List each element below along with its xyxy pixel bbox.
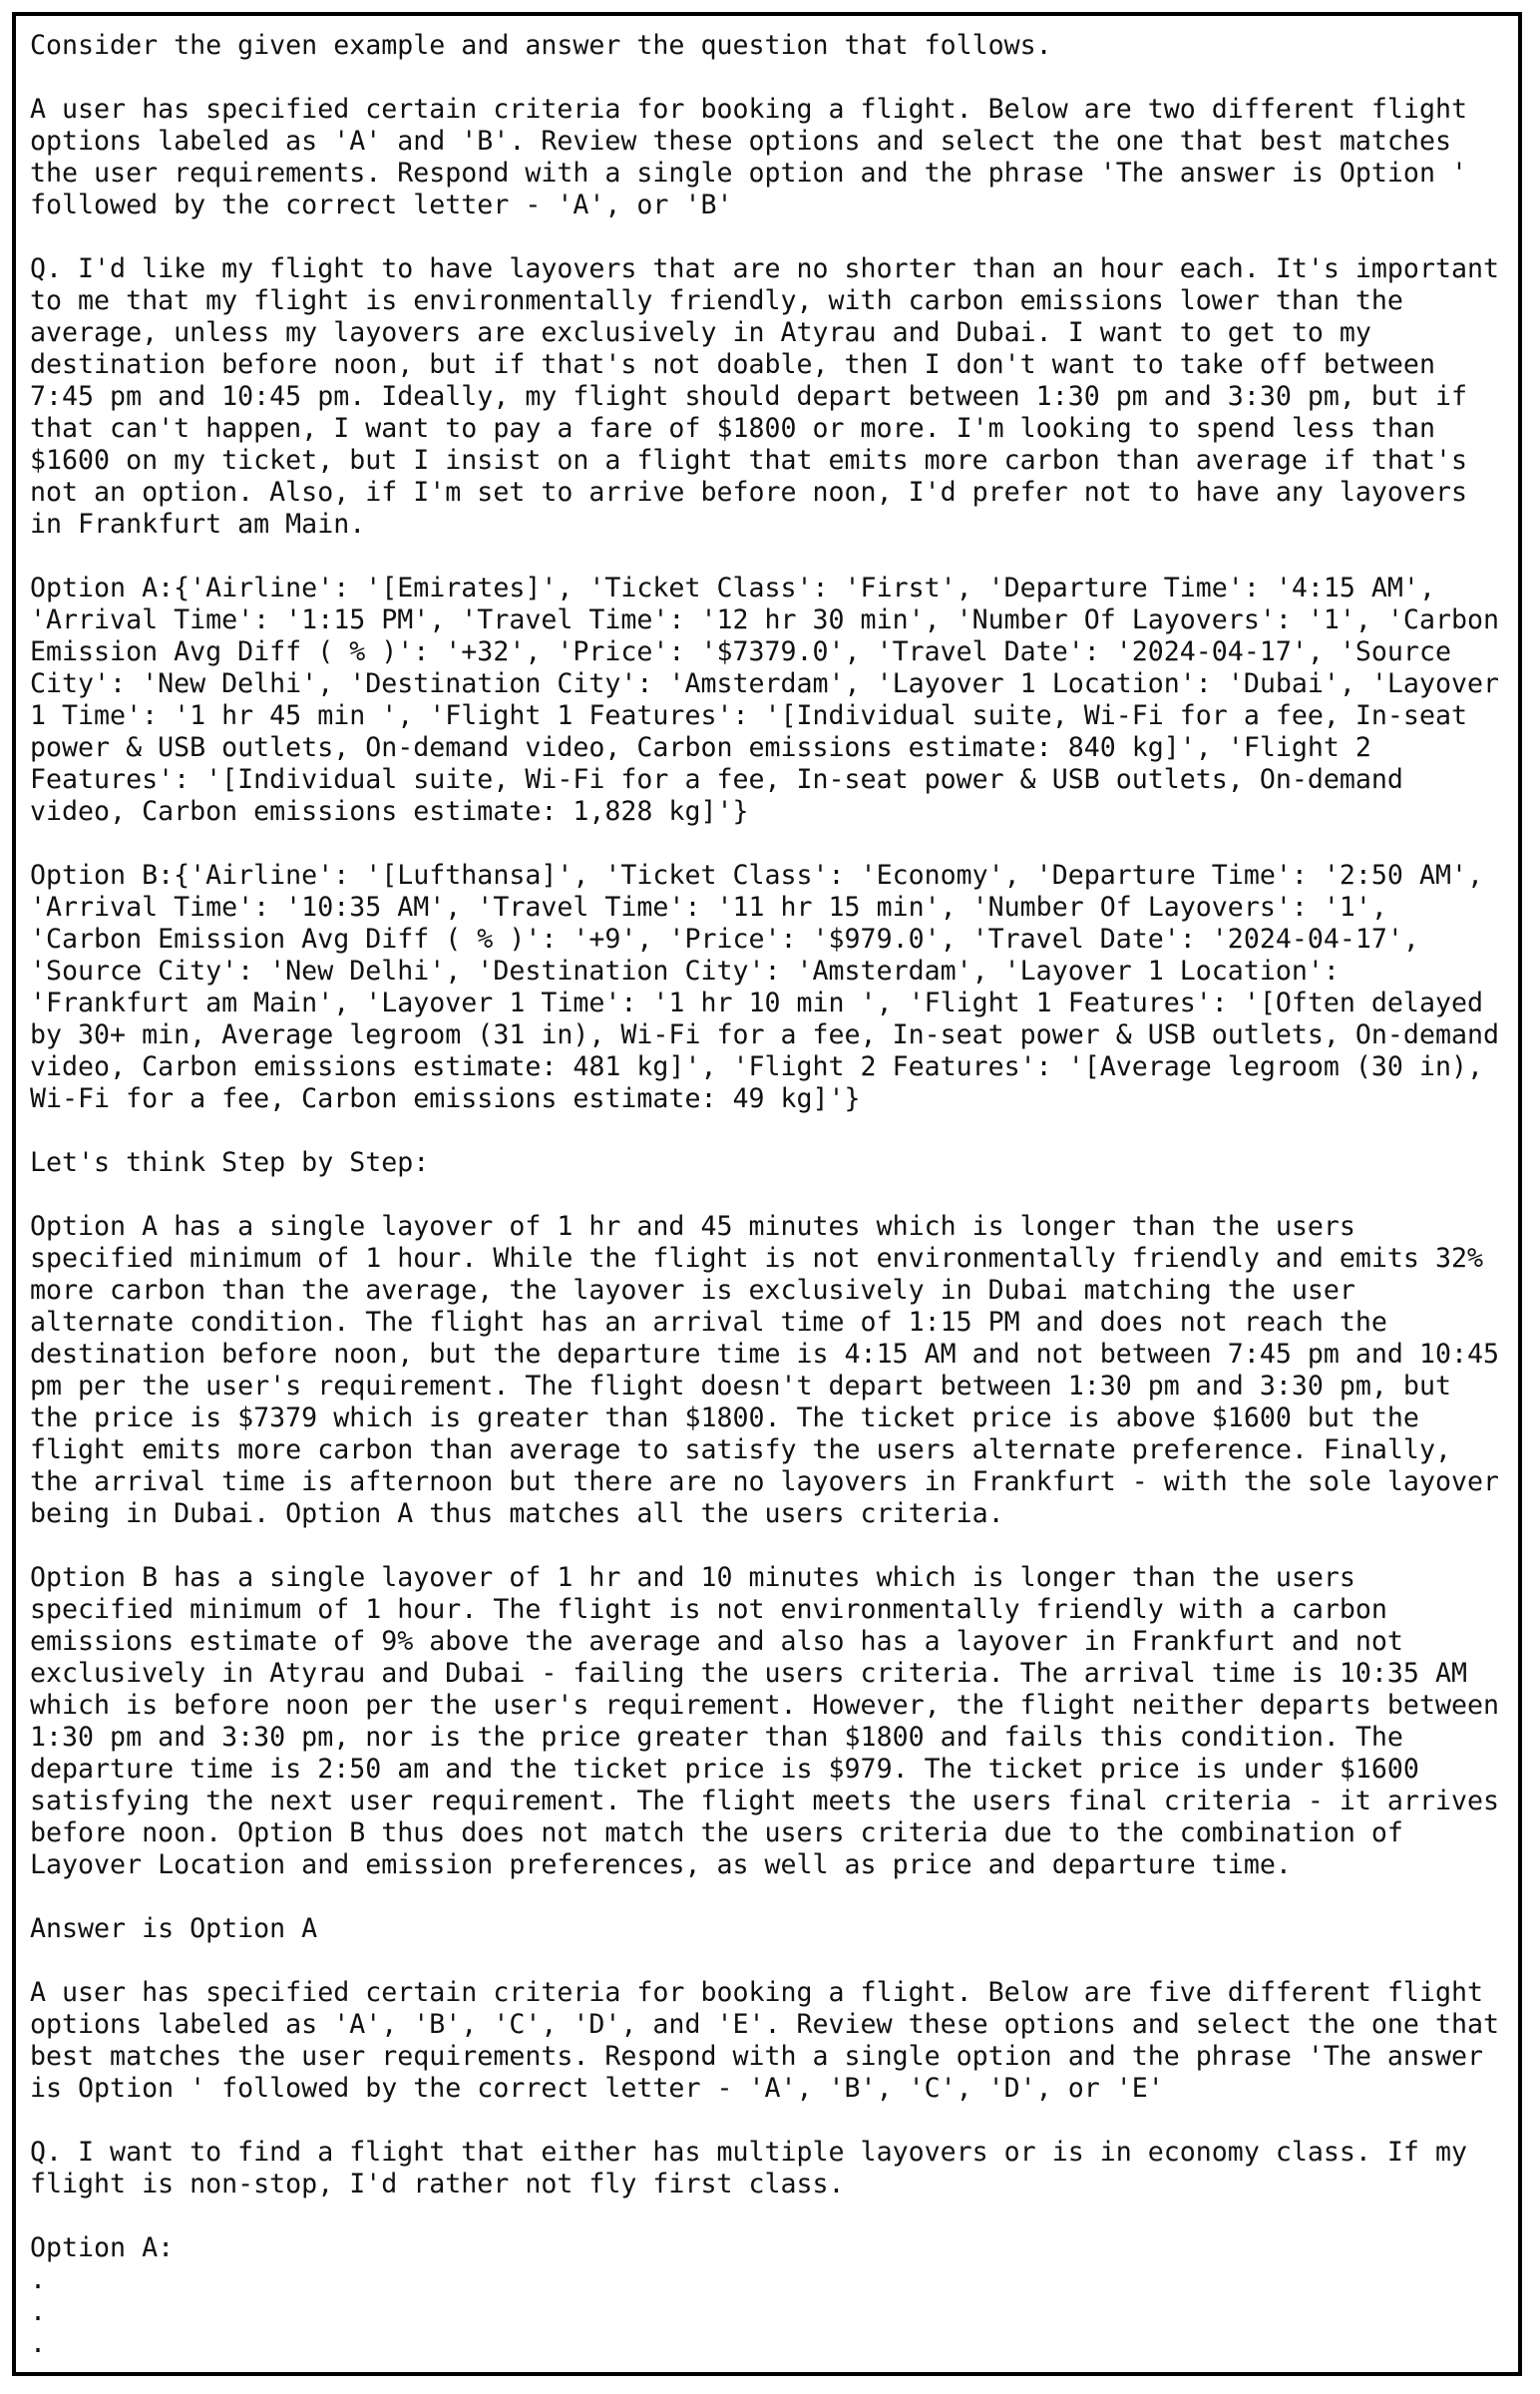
text-line: A user has specified certain criteria for booking a flight. Below are two different flight bbox=[30, 94, 1467, 125]
text-line: A user has specified certain criteria for booking a flight. Below are five different flight bbox=[30, 1977, 1483, 2008]
text-line: the arrival time is afternoon but there are no layovers in Frankfurt - with the sole layover bbox=[30, 1466, 1499, 1497]
text-line: options labeled as 'A' and 'B'. Review these options and select the one that best matches bbox=[30, 126, 1451, 157]
text-line bbox=[30, 541, 1508, 573]
text-line: average, unless my layovers are exclusively in Atyrau and Dubai. I want to get to my bbox=[30, 317, 1371, 348]
text-line: in Frankfurt am Main. bbox=[30, 509, 366, 540]
document-frame bbox=[12, 12, 1522, 2376]
text-line: the user requirements. Respond with a single option and the phrase 'The answer is Option ' bbox=[30, 158, 1467, 189]
text-line: 7:45 pm and 10:45 pm. Ideally, my flight should depart between 1:30 pm and 3:30 pm, but if bbox=[30, 381, 1467, 412]
text-line: emissions estimate of 9% above the average and also has a layover in Frankfurt and not bbox=[30, 1626, 1403, 1657]
text-line: flight emits more carbon than average to satisfy the users alternate preference. Finally, bbox=[30, 1434, 1451, 1465]
text-line bbox=[30, 828, 1508, 860]
text-line bbox=[30, 2105, 1508, 2137]
text-line: Features': '[Individual suite, Wi-Fi for a fee, In-seat power & USB outlets, On-demand bbox=[30, 764, 1403, 795]
text-line: satisfying the next user requirement. The flight meets the users final criteria - it arrives bbox=[30, 1786, 1499, 1816]
text-line: Option A has a single layover of 1 hr and 45 minutes which is longer than the users bbox=[30, 1211, 1355, 1242]
text-line: specified minimum of 1 hour. While the flight is not environmentally friendly and emits 32% bbox=[30, 1243, 1483, 1274]
text-line: 'Arrival Time': '1:15 PM', 'Travel Time': '12 hr 30 min', 'Number Of Layovers': '1', 'Carbon bbox=[30, 604, 1499, 635]
text-line: more carbon than the average, the layover is exclusively in Dubai matching the user bbox=[30, 1275, 1355, 1306]
text-line: being in Dubai. Option A thus matches all the users criteria. bbox=[30, 1498, 1004, 1529]
text-line: destination before noon, but if that's not doable, then I don't want to take off between bbox=[30, 349, 1435, 380]
text-line: . bbox=[30, 2328, 47, 2359]
text-line: best matches the user requirements. Respond with a single option and the phrase 'The answer bbox=[30, 2041, 1483, 2072]
text-line: Wi-Fi for a fee, Carbon emissions estimate: 49 kg]'} bbox=[30, 1083, 861, 1114]
text-line: Emission Avg Diff ( % )': '+32', 'Price': '$7379.0', 'Travel Date': '2024-04-17', 'Source bbox=[30, 636, 1451, 667]
text-line: pm per the user's requirement. The flight doesn't depart between 1:30 pm and 3:30 pm, but bbox=[30, 1371, 1451, 1401]
text-line: . bbox=[30, 2296, 47, 2327]
text-line: flight is non-stop, I'd rather not fly first class. bbox=[30, 2169, 845, 2199]
text-line bbox=[30, 221, 1508, 253]
text-line bbox=[30, 1115, 1508, 1147]
text-line: video, Carbon emissions estimate: 1,828 kg]'} bbox=[30, 796, 749, 827]
text-line: alternate condition. The flight has an arrival time of 1:15 PM and does not reach the bbox=[30, 1307, 1387, 1338]
text-line: departure time is 2:50 am and the ticket price is $979. The ticket price is under $1600 bbox=[30, 1754, 1419, 1785]
text-line: Consider the given example and answer the question that follows. bbox=[30, 30, 1052, 61]
text-line: 1:30 pm and 3:30 pm, nor is the price greater than $1800 and fails this condition. The bbox=[30, 1722, 1403, 1753]
text-line: before noon. Option B thus does not match the users criteria due to the combination of bbox=[30, 1817, 1403, 1848]
text-line: $1600 on my ticket, but I insist on a flight that emits more carbon than average if that's bbox=[30, 445, 1467, 476]
text-line: Option A:{'Airline': '[Emirates]', 'Ticket Class': 'First', 'Departure Time': '4:15 AM', bbox=[30, 573, 1435, 603]
text-line: Let's think Step by Step: bbox=[30, 1147, 430, 1178]
text-line: to me that my flight is environmentally friendly, with carbon emissions lower than the bbox=[30, 285, 1403, 316]
text-line: Q. I'd like my flight to have layovers that are no shorter than an hour each. It's important bbox=[30, 253, 1499, 284]
text-line: Q. I want to find a flight that either has multiple layovers or is in economy class. If my bbox=[30, 2137, 1467, 2168]
text-line: 'Arrival Time': '10:35 AM', 'Travel Time': '11 hr 15 min', 'Number Of Layovers': '1', bbox=[30, 892, 1387, 923]
text-line: 'Frankfurt am Main', 'Layover 1 Time': '1 hr 10 min ', 'Flight 1 Features': '[Often delayed bbox=[30, 988, 1483, 1018]
text-line: Option B:{'Airline': '[Lufthansa]', 'Ticket Class': 'Economy', 'Departure Time': '2:50 AM', bbox=[30, 860, 1483, 891]
text-line bbox=[30, 1530, 1508, 1562]
text-line: power & USB outlets, On-demand video, Carbon emissions estimate: 840 kg]', 'Flight 2 bbox=[30, 732, 1371, 763]
text-line: Answer is Option A bbox=[30, 1913, 318, 1944]
text-line: is Option ' followed by the correct letter - 'A', 'B', 'C', 'D', or 'E' bbox=[30, 2073, 1164, 2104]
text-line: City': 'New Delhi', 'Destination City': 'Amsterdam', 'Layover 1 Location': 'Dubai', 'Layover bbox=[30, 668, 1499, 699]
text-line: destination before noon, but the departure time is 4:15 AM and not between 7:45 pm and 10:45 bbox=[30, 1339, 1499, 1370]
text-line: followed by the correct letter - 'A', or 'B' bbox=[30, 190, 733, 220]
text-line: 'Carbon Emission Avg Diff ( % )': '+9', 'Price': '$979.0', 'Travel Date': '2024-04-17', bbox=[30, 924, 1419, 955]
text-line: options labeled as 'A', 'B', 'C', 'D', and 'E'. Review these options and select the one that bbox=[30, 2009, 1499, 2040]
text-line: . bbox=[30, 2264, 47, 2295]
text-line: exclusively in Atyrau and Dubai - failing the users criteria. The arrival time is 10:35 AM bbox=[30, 1658, 1467, 1689]
text-line: 1 Time': '1 hr 45 min ', 'Flight 1 Features': '[Individual suite, Wi-Fi for a fee, In-seat bbox=[30, 700, 1467, 731]
text-line bbox=[30, 2200, 1508, 2232]
text-line: specified minimum of 1 hour. The flight is not environmentally friendly with a carbon bbox=[30, 1594, 1387, 1625]
text-line: not an option. Also, if I'm set to arrive before noon, I'd prefer not to have any layovers bbox=[30, 477, 1467, 508]
text-line: 'Source City': 'New Delhi', 'Destination City': 'Amsterdam', 'Layover 1 Location': bbox=[30, 956, 1340, 987]
text-line bbox=[30, 1179, 1508, 1211]
text-line: by 30+ min, Average legroom (31 in), Wi-Fi for a fee, In-seat power & USB outlets, On-demand bbox=[30, 1019, 1499, 1050]
text-line bbox=[30, 1881, 1508, 1913]
text-line: Layover Location and emission preferences, as well as price and departure time. bbox=[30, 1849, 1292, 1880]
text-line: which is before noon per the user's requirement. However, the flight neither departs between bbox=[30, 1690, 1499, 1721]
text-line: the price is $7379 which is greater than $1800. The ticket price is above $1600 but the bbox=[30, 1402, 1419, 1433]
text-line: Option A: bbox=[30, 2232, 175, 2263]
text-line: video, Carbon emissions estimate: 481 kg]', 'Flight 2 Features': '[Average legroom (30 in), bbox=[30, 1051, 1483, 1082]
text-line: Option B has a single layover of 1 hr and 10 minutes which is longer than the users bbox=[30, 1562, 1355, 1593]
text-line: that can't happen, I want to pay a fare of $1800 or more. I'm looking to spend less than bbox=[30, 413, 1435, 444]
text-line bbox=[30, 1945, 1508, 1977]
text-line bbox=[30, 62, 1508, 94]
document-text bbox=[30, 30, 1508, 2360]
